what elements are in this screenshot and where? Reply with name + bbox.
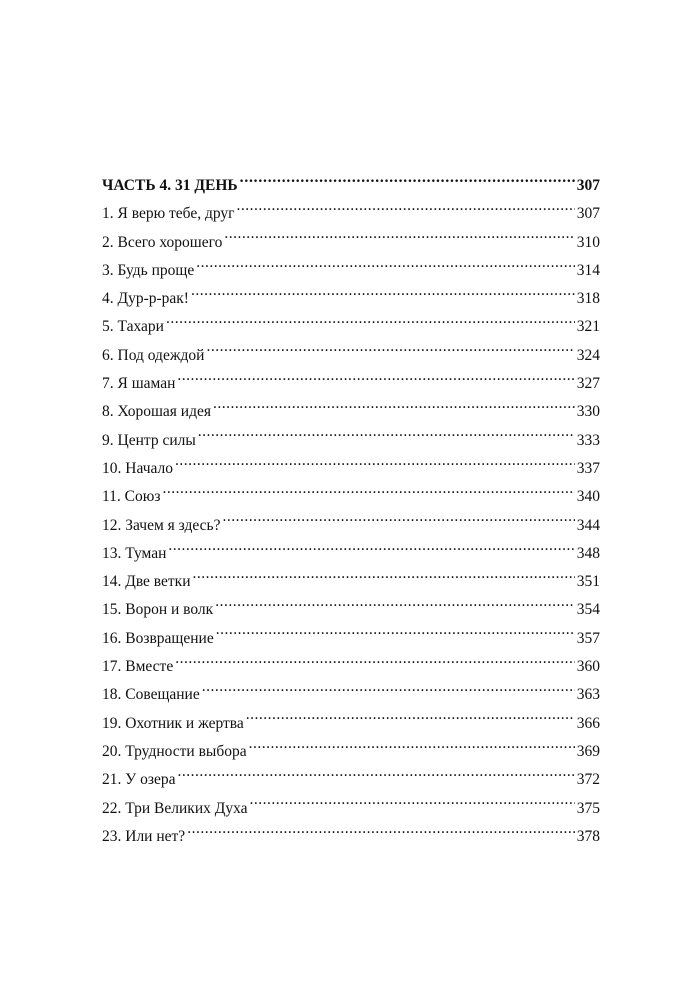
- chapter-page-number: 372: [576, 771, 600, 789]
- dot-leader: [191, 288, 575, 304]
- chapter-page-number: 348: [576, 544, 600, 562]
- chapter-title: 11. Союз: [102, 488, 161, 506]
- chapter-page-number: 360: [576, 658, 600, 676]
- dot-leader: [177, 769, 574, 785]
- chapter-page-number: 318: [576, 290, 600, 308]
- chapter-page-number: 324: [576, 346, 600, 364]
- chapter-title: 6. Под одеждой: [102, 346, 205, 364]
- dot-leader: [240, 175, 575, 191]
- dot-leader: [198, 429, 575, 445]
- toc-entry: [102, 512, 600, 540]
- toc-entry: [102, 653, 600, 681]
- chapter-title: 14. Две ветки: [102, 573, 191, 591]
- toc-entry: [102, 681, 600, 709]
- toc-entry: [102, 455, 600, 483]
- toc-entry: [102, 200, 600, 228]
- chapter-page-number: 366: [576, 714, 600, 732]
- chapter-title: 9. Центр силы: [102, 431, 196, 449]
- toc-entry: [102, 370, 600, 398]
- dot-leader: [216, 627, 575, 643]
- dot-leader: [237, 203, 575, 219]
- dot-leader: [202, 684, 575, 700]
- chapter-page-number: 310: [576, 233, 600, 251]
- chapter-page-number: 314: [576, 261, 600, 279]
- part-title: ЧАСТЬ 4. 31 ДЕНЬ: [102, 177, 238, 194]
- toc-entry: [102, 313, 600, 341]
- dot-leader: [162, 486, 574, 502]
- chapter-title: 4. Дур-р-рак!: [102, 290, 189, 308]
- chapter-page-number: 337: [576, 459, 600, 477]
- toc-entry: [102, 738, 600, 766]
- chapter-page-number: 307: [576, 205, 600, 223]
- chapter-page-number: 354: [576, 601, 600, 619]
- dot-leader: [187, 825, 575, 841]
- chapter-title: 12. Зачем я здесь?: [102, 516, 221, 534]
- chapter-title: 3. Будь проще: [102, 261, 195, 279]
- toc-entry: [102, 766, 600, 794]
- chapter-page-number: 340: [576, 488, 600, 506]
- chapter-title: 8. Хорошая идея: [102, 403, 211, 421]
- chapter-title: 23. Или нет?: [102, 827, 186, 845]
- chapter-title: 7. Я шаман: [102, 375, 176, 393]
- dot-leader: [166, 316, 575, 332]
- dot-leader: [177, 373, 574, 389]
- dot-leader: [196, 259, 575, 275]
- chapter-page-number: 333: [576, 431, 600, 449]
- chapter-title: 15. Ворон и волк: [102, 601, 214, 619]
- chapter-title: 16. Возвращение: [102, 629, 214, 647]
- toc-entry: [102, 483, 600, 511]
- toc-entry: [102, 795, 600, 823]
- toc-entry: [102, 625, 600, 653]
- chapter-title: 10. Начало: [102, 459, 173, 477]
- chapter-title: 2. Всего хорошего: [102, 233, 223, 251]
- chapter-page-number: 330: [576, 403, 600, 421]
- chapter-title: 19. Охотник и жертва: [102, 714, 244, 732]
- dot-leader: [206, 344, 574, 360]
- chapter-title: 13. Туман: [102, 544, 167, 562]
- toc-entry: [102, 342, 600, 370]
- chapter-title: 21. У озера: [102, 771, 176, 789]
- toc-entry: [102, 257, 600, 285]
- toc-entry: [102, 540, 600, 568]
- chapter-title: 1. Я верю тебе, друг: [102, 205, 235, 223]
- chapter-title: 22. Три Великих Духа: [102, 799, 248, 817]
- dot-leader: [215, 599, 575, 615]
- toc-part-heading: [102, 172, 600, 200]
- chapter-page-number: 378: [576, 827, 600, 845]
- dot-leader: [193, 571, 575, 587]
- dot-leader: [213, 401, 575, 417]
- chapter-page-number: 363: [576, 686, 600, 704]
- dot-leader: [168, 542, 574, 558]
- chapter-title: 17. Вместе: [102, 658, 174, 676]
- chapter-page-number: 321: [576, 318, 600, 336]
- chapter-page-number: 357: [576, 629, 600, 647]
- chapter-title: 18. Совещание: [102, 686, 200, 704]
- dot-leader: [224, 231, 574, 247]
- dot-leader: [175, 656, 575, 672]
- chapter-page-number: 327: [576, 375, 600, 393]
- dot-leader: [222, 514, 574, 530]
- table-of-contents: [102, 172, 600, 851]
- dot-leader: [249, 740, 575, 756]
- chapter-page-number: 375: [576, 799, 600, 817]
- toc-entry: [102, 596, 600, 624]
- toc-entry: [102, 229, 600, 257]
- chapter-page-number: 344: [576, 516, 600, 534]
- chapter-page-number: 369: [576, 742, 600, 760]
- dot-leader: [250, 797, 575, 813]
- dot-leader: [175, 457, 575, 473]
- chapter-title: 20. Трудности выбора: [102, 742, 247, 760]
- toc-entry: [102, 285, 600, 313]
- toc-entry: [102, 823, 600, 851]
- toc-entry-list: [102, 200, 600, 851]
- toc-entry: [102, 427, 600, 455]
- toc-entry: [102, 710, 600, 738]
- toc-entry: [102, 568, 600, 596]
- chapter-page-number: 351: [576, 573, 600, 591]
- toc-entry: [102, 398, 600, 426]
- part-page-number: 307: [576, 177, 600, 194]
- chapter-title: 5. Тахари: [102, 318, 164, 336]
- dot-leader: [246, 712, 575, 728]
